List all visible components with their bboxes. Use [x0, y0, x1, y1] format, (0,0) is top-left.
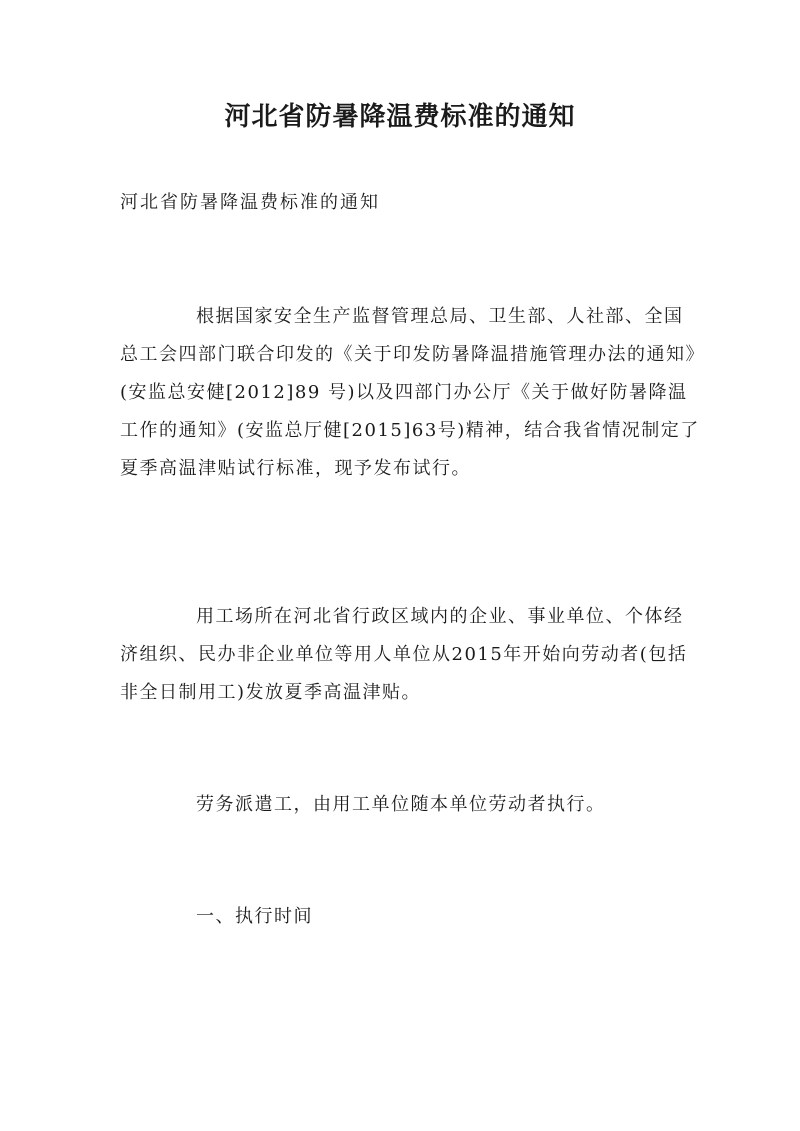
- paragraph-dispatch-workers: 劳务派遣工，由用工单位随本单位劳动者执行。: [196, 794, 606, 815]
- paragraph-scope: 用工场所在河北省行政区域内的企业、事业单位、个体经济组织、民办非企业单位等用人单位从2015年开始向劳动者(包括非全日制用工)发放夏季高温津贴。: [120, 606, 688, 703]
- section-heading-execution-time: 一、执行时间: [196, 906, 313, 927]
- document-title: 河北省防暑降温费标准的通知: [224, 102, 576, 132]
- paragraph-basis: 根据国家安全生产监督管理总局、卫生部、人社部、全国总工会四部门联合印发的《关于印发防暑降温措施管理办法的通知》(安监总安健[2012]89 号)以及四部门办公厅《关于做好防暑降温工作的通知》(安监总厅健[2015]63号)精神，结合我省情况制定了夏季高温津贴试行标准，现予发布试行。: [120, 306, 700, 479]
- document-subtitle: 河北省防暑降温费标准的通知: [120, 192, 380, 213]
